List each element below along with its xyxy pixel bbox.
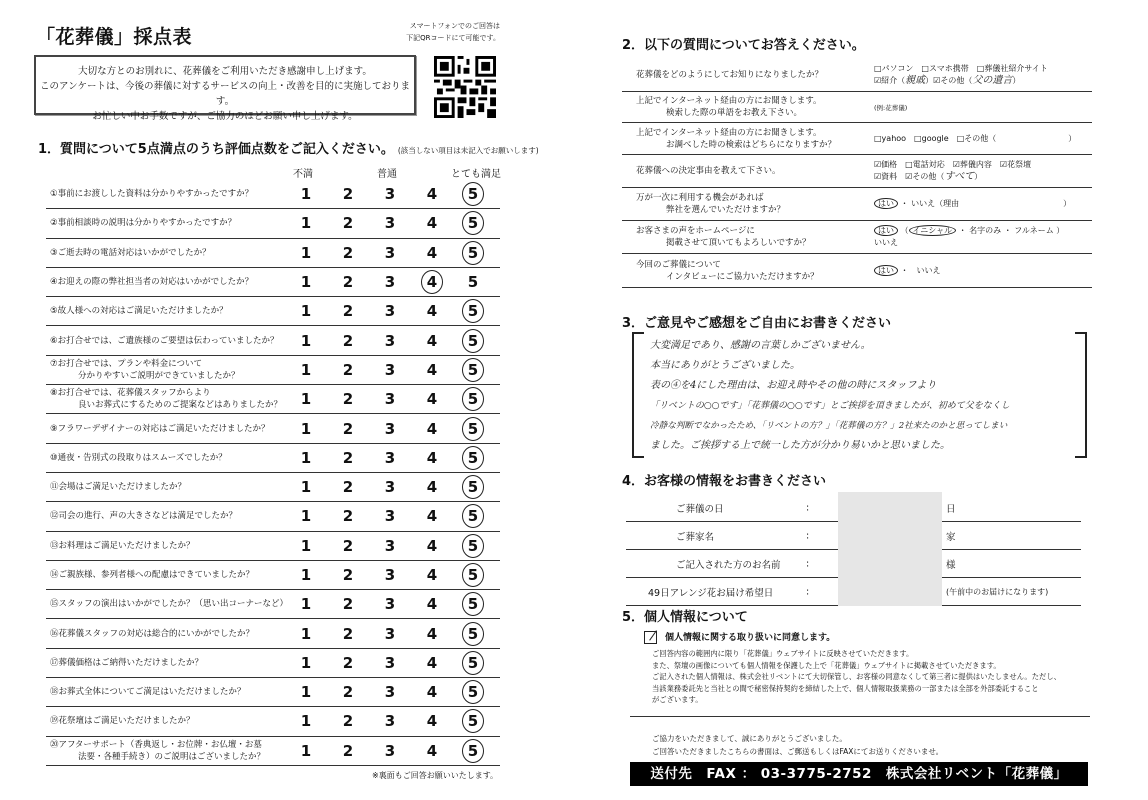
- question-line: 花葬儀をどのようにしてお知りになりましたか？: [636, 69, 824, 80]
- rating-option[interactable]: 4: [426, 712, 438, 731]
- section2-heading: 2．以下の質問についてお答えください。: [622, 38, 865, 53]
- question-text: [50, 452, 227, 464]
- option-referral[interactable]: ☑紹介（: [874, 75, 906, 85]
- rating-option-selected[interactable]: 5: [461, 625, 485, 643]
- handwritten-decision-other[interactable]: すべて: [944, 171, 975, 182]
- question-line: ⑦お打合せでは、プランや料金について: [50, 358, 202, 369]
- rating-option[interactable]: 4: [426, 624, 438, 643]
- rating-option[interactable]: 2: [342, 390, 354, 409]
- question-line: 分かりやすいご説明ができていましたか？: [78, 370, 240, 381]
- rating-option[interactable]: 2: [342, 566, 354, 584]
- rating-option[interactable]: 2: [342, 331, 354, 350]
- paren-close: ）: [974, 172, 983, 181]
- rating-option[interactable]: 2: [342, 302, 354, 321]
- intro-box: [34, 55, 416, 122]
- handwritten-referral[interactable]: 親戚: [905, 74, 926, 86]
- question-text: [50, 423, 270, 435]
- question-line: ⑫司会の進行、声の大きさなどは満足でしたか？: [50, 511, 238, 522]
- privacy-line: ご記入された個人情報は、株式会社リベントにて大切保管し、お客様の同意なくして第三者に提供はいたしません。ただし、: [652, 672, 1061, 681]
- rating-option[interactable]: 1: [300, 653, 312, 672]
- question-line: お調べした時の検索はどちらになりますか？: [666, 139, 837, 150]
- rating-option[interactable]: 2: [342, 595, 354, 614]
- rating-option[interactable]: 2: [342, 243, 354, 262]
- paren-close: ）: [1012, 75, 1021, 85]
- questions-table: [622, 58, 1092, 288]
- question-line: ⑯花葬儀スタッフの対応は総合的にいかがでしたか？: [50, 628, 255, 639]
- rating-option[interactable]: 2: [342, 653, 354, 672]
- rating-option[interactable]: 3: [384, 185, 396, 204]
- rating-option[interactable]: 4: [426, 448, 438, 467]
- publish-answer[interactable]: [874, 225, 1064, 249]
- customer-info-table: [626, 494, 1081, 606]
- rating-option[interactable]: 1: [300, 448, 312, 467]
- qr-code-icon[interactable]: [434, 56, 496, 118]
- rating-option[interactable]: 3: [384, 683, 396, 702]
- field-colon: :: [806, 502, 810, 513]
- rating-option[interactable]: 1: [300, 478, 312, 497]
- rating-row: [46, 707, 500, 736]
- rating-option[interactable]: 1: [300, 595, 312, 614]
- question-text: [50, 510, 237, 522]
- field-colon: :: [806, 586, 810, 597]
- rating-option[interactable]: 2: [342, 185, 354, 204]
- rating-option-selected[interactable]: 5: [461, 185, 485, 203]
- rating-option[interactable]: 2: [342, 214, 354, 233]
- privacy-line: がございます。: [652, 695, 703, 704]
- rating-option[interactable]: 2: [342, 624, 354, 643]
- rating-option[interactable]: 5: [467, 273, 479, 292]
- rating-option-selected[interactable]: 5: [461, 683, 485, 701]
- rating-row: [46, 502, 500, 531]
- rating-option[interactable]: 4: [426, 507, 438, 526]
- question-text: [50, 481, 186, 493]
- privacy-line: また、祭壇の画像についても個人情報を保護した上で「花葬儀」ウェブサイトに掲載させていただきます。: [652, 660, 1001, 670]
- scale-label-high: とても満足: [451, 169, 501, 180]
- comment-line: 冷静な判断でなかったため、「リベントの方？」「花葬儀の方？」2社来たのかと思ってしまい: [650, 421, 1008, 431]
- rating-option-selected[interactable]: 5: [461, 595, 485, 613]
- rating-option[interactable]: 3: [384, 712, 396, 731]
- question-line: ⑨フラワーデザイナーの対応はご満足いただけましたか？: [50, 423, 270, 434]
- rating-option[interactable]: 1: [300, 566, 312, 584]
- option-other[interactable]: ）☑その他（: [925, 75, 973, 85]
- rating-option[interactable]: 4: [426, 243, 438, 262]
- search-engine-options[interactable]: □yahoo □google □その他（ ）: [874, 133, 1077, 143]
- rating-row: [46, 297, 500, 326]
- rating-option[interactable]: 1: [300, 741, 312, 760]
- reuse-answer[interactable]: [874, 198, 1071, 210]
- question-text: [50, 739, 265, 763]
- decision-options-line2[interactable]: [874, 171, 1031, 183]
- question-text: [50, 628, 254, 640]
- thanks-text: [652, 733, 943, 758]
- option-no[interactable]: いいえ: [874, 238, 898, 247]
- rating-row: [46, 239, 500, 268]
- rating-option[interactable]: 3: [384, 566, 396, 584]
- field-label: 49日アレンジ花お届け希望日: [648, 587, 774, 599]
- rating-option[interactable]: 2: [342, 448, 354, 467]
- info-row-writer-name: [626, 550, 1081, 578]
- question-row-how-found: [622, 58, 1092, 92]
- question-line: ⑪会場はご満足いただけましたか？: [50, 482, 187, 493]
- question-text: [50, 387, 282, 411]
- rating-option-selected[interactable]: 5: [461, 361, 485, 379]
- question-line: 上記でインターネット経由の方にお聞きします。: [636, 96, 822, 106]
- rating-option[interactable]: 3: [384, 243, 396, 262]
- rating-option-selected[interactable]: 5: [461, 332, 485, 350]
- question-row-decision: [622, 155, 1092, 188]
- qr-note: [400, 20, 500, 44]
- question-text: [50, 188, 253, 200]
- option-yes-selected[interactable]: はい: [874, 198, 898, 209]
- rating-option[interactable]: 2: [342, 741, 354, 760]
- rating-row: [46, 473, 500, 502]
- rating-option-selected[interactable]: 5: [461, 742, 485, 760]
- question-text: [50, 305, 228, 317]
- question-line: ⑳アフターサポート（香典返し・お位牌・お仏壇・お墓: [50, 739, 262, 750]
- info-row-family-name: [626, 522, 1081, 550]
- writer-name-field[interactable]: [838, 548, 942, 578]
- rating-option[interactable]: 3: [384, 331, 396, 350]
- rating-option[interactable]: 4: [426, 653, 438, 672]
- rating-option[interactable]: 1: [300, 507, 312, 526]
- option-no[interactable]: ・ いいえ（理由 ）: [900, 199, 1072, 208]
- funeral-date-field[interactable]: [838, 492, 942, 522]
- question-line: ③ご逝去時の電話対応はいかがでしたか？: [50, 247, 211, 258]
- rating-option[interactable]: 3: [384, 302, 396, 321]
- rating-option[interactable]: 3: [384, 507, 396, 526]
- question-line: ④お迎えの際の弊社担当者の対応はいかがでしたか？: [50, 277, 254, 288]
- delivery-date-field[interactable]: [838, 576, 942, 606]
- question-line: 万が一次に利用する機会があれば: [636, 193, 764, 203]
- rating-option[interactable]: 1: [300, 536, 312, 555]
- rating-row: [46, 444, 500, 473]
- question-line: ⑰葬儀価格はご納得いただけましたか？: [50, 657, 204, 668]
- question-line: ⑭ご親族様、参列者様への配慮はできていましたか？: [50, 570, 255, 580]
- section1-title: 1．質問について5点満点のうち評価点数をご記入ください。: [38, 142, 394, 157]
- question-text: [636, 192, 785, 216]
- scale-label-mid: 普通: [377, 169, 397, 180]
- question-row-publish: [622, 221, 1092, 254]
- rating-row: [46, 619, 500, 648]
- rating-row: [46, 268, 500, 297]
- comment-line: ました。ご挨拶する上で統一した方が分かり易いかと思いました。: [650, 440, 950, 451]
- document-title: 「花葬儀」採点表: [36, 26, 193, 48]
- rating-option[interactable]: 1: [300, 683, 312, 702]
- question-row-reuse: [622, 188, 1092, 221]
- rating-option[interactable]: 1: [300, 624, 312, 643]
- rating-row: [46, 356, 500, 385]
- rating-option[interactable]: 4: [426, 741, 438, 760]
- qr-note-line: 下記QRコードにて可能です。: [406, 34, 500, 42]
- rating-option-selected[interactable]: 5: [461, 566, 485, 584]
- rating-option[interactable]: 3: [384, 536, 396, 555]
- bracket-right: [1075, 332, 1087, 458]
- section5-heading: 5．個人情報について: [622, 610, 748, 625]
- consent-label: 個人情報に関する取り扱いに同意します。: [665, 633, 836, 643]
- rating-option[interactable]: 3: [384, 653, 396, 672]
- field-label: ご葬家名: [676, 531, 715, 543]
- question-text: [50, 686, 245, 698]
- rating-option[interactable]: 2: [342, 478, 354, 497]
- comment-line: 表の④を4にした理由は、お迎え時やその他の時にスタッフより: [650, 380, 937, 391]
- rating-option[interactable]: 4: [426, 683, 438, 702]
- question-text: [50, 335, 279, 347]
- rating-option[interactable]: 3: [384, 419, 396, 438]
- comment-line: 本当にありがとうございました。: [650, 360, 800, 371]
- question-line: ⑧お打合せでは、花葬儀スタッフからより: [50, 388, 211, 399]
- decision-option-materials-other[interactable]: ☑資料 ☑その他（: [874, 172, 945, 181]
- answer-how-found[interactable]: [874, 63, 1048, 87]
- info-row-funeral-date: [626, 494, 1081, 522]
- rating-option-selected[interactable]: 5: [461, 507, 485, 525]
- comment-line: 「リベントの○○です」「花葬儀の○○です」とご挨拶を頂きましたが、初めて父をなくし: [650, 401, 1010, 411]
- rating-option[interactable]: 1: [300, 390, 312, 409]
- rating-option[interactable]: 1: [300, 360, 312, 379]
- rating-option[interactable]: 4: [426, 595, 438, 614]
- qr-note-line: スマートフォンでのご回答は: [409, 22, 500, 30]
- comment-box[interactable]: [632, 332, 1087, 458]
- question-text: [50, 217, 236, 229]
- search-word-field[interactable]: (例:花葬儀): [874, 104, 908, 112]
- rating-row: [46, 209, 500, 238]
- fax-destination-bar: 送付先 FAX ： 03-3775-2752 株式会社リベント「花葬儀」: [630, 762, 1088, 786]
- rating-option[interactable]: 2: [342, 712, 354, 731]
- question-row-interview: [622, 254, 1092, 288]
- scale-label-low: 不満: [293, 169, 313, 180]
- intro-line: このアンケートは、今後の葬儀に対するサービスの向上・改善を目的に実施しております。: [40, 81, 410, 107]
- rating-table: [46, 180, 500, 766]
- question-line: 掲載させて頂いてもよろしいですか？: [666, 238, 811, 248]
- rating-option-selected[interactable]: 5: [461, 214, 485, 232]
- decision-options-line1[interactable]: ☑価格 □電話対応 ☑葬儀内容 ☑花祭壇: [874, 160, 1032, 169]
- rating-option[interactable]: 4: [426, 360, 438, 379]
- rating-option[interactable]: 1: [300, 185, 312, 204]
- field-colon: :: [806, 530, 810, 541]
- rating-option[interactable]: 4: [426, 331, 438, 350]
- rating-option[interactable]: 3: [384, 478, 396, 497]
- rating-row: [46, 678, 500, 707]
- rating-option[interactable]: 3: [384, 741, 396, 760]
- rating-option[interactable]: 2: [342, 273, 354, 292]
- rating-option[interactable]: 1: [300, 273, 312, 292]
- field-suffix: 日: [946, 503, 956, 515]
- question-line: ⑩通夜・告別式の段取りはスムーズでしたか？: [50, 452, 227, 463]
- rating-option[interactable]: 2: [342, 507, 354, 526]
- privacy-policy-text: [652, 648, 1092, 706]
- rating-option[interactable]: 1: [300, 712, 312, 731]
- option-yes-selected[interactable]: はい: [874, 265, 898, 276]
- rating-option-selected[interactable]: 5: [461, 654, 485, 672]
- question-line: お客さまの声をホームページに: [636, 226, 755, 236]
- rating-row: [46, 180, 500, 209]
- paren-open: （: [900, 226, 909, 235]
- rating-option[interactable]: 3: [384, 360, 396, 379]
- rating-option-selected[interactable]: 5: [461, 537, 485, 555]
- rating-option-selected[interactable]: 5: [461, 712, 485, 730]
- bracket-left: [632, 332, 644, 458]
- rating-option-selected[interactable]: 5: [461, 302, 485, 320]
- rating-row: [46, 561, 500, 590]
- rating-row: [46, 414, 500, 443]
- intro-line: お忙しい中お手数ですが、ご協力のほどお願い申し上げます。: [92, 111, 358, 122]
- question-text: [50, 540, 195, 552]
- question-text: [636, 259, 819, 283]
- question-line: インタビューにご協力いただけますか？: [666, 271, 819, 282]
- rating-option[interactable]: 3: [384, 595, 396, 614]
- answer-options-line2[interactable]: [874, 75, 1048, 87]
- section1-subnote: (該当しない項目は未記入でお願いします): [397, 146, 539, 155]
- rating-row: [46, 326, 500, 355]
- question-text: [50, 276, 253, 288]
- decision-options[interactable]: [874, 159, 1031, 183]
- question-text: [636, 127, 836, 151]
- rating-option-selected[interactable]: 5: [461, 390, 485, 408]
- question-line: 良いお葬式にするためのご提案などはありましたか？: [78, 400, 283, 411]
- rating-option[interactable]: 4: [426, 390, 438, 409]
- question-row-search-engine: [622, 123, 1092, 155]
- section1-heading: [38, 138, 539, 157]
- option-initial-selected[interactable]: イニシャル: [909, 225, 957, 236]
- question-text: [50, 715, 195, 727]
- rating-option[interactable]: 2: [342, 360, 354, 379]
- field-label: ご葬儀の日: [676, 503, 724, 515]
- family-name-field[interactable]: [838, 520, 942, 550]
- rating-row: [46, 532, 500, 561]
- field-colon: :: [806, 558, 810, 569]
- comment-line: 大変満足であり、感謝の言葉しかございません。: [650, 340, 871, 351]
- question-text: [636, 225, 811, 249]
- rating-option[interactable]: 4: [426, 302, 438, 321]
- rating-row: [46, 590, 500, 619]
- rating-option[interactable]: 3: [384, 448, 396, 467]
- info-row-delivery-date: [626, 578, 1081, 606]
- rating-option[interactable]: 2: [342, 419, 354, 438]
- field-label: ご記入された方のお名前: [676, 559, 781, 571]
- back-page-note: ※裏面もご回答お願いいたします。: [372, 771, 499, 780]
- rating-option[interactable]: 3: [384, 214, 396, 233]
- question-text: [50, 598, 288, 610]
- question-text: [636, 69, 823, 81]
- handwritten-other[interactable]: 父の遺言: [972, 74, 1013, 86]
- thanks-line: ご協力をいただきまして、誠にありがとうございました。: [652, 734, 847, 743]
- section4-heading: 4．お客様の情報をお書きください: [622, 474, 827, 489]
- question-text: [50, 657, 203, 669]
- rating-option[interactable]: 4: [426, 419, 438, 438]
- question-line: 花葬儀への決定事由を教えて下さい。: [636, 166, 781, 176]
- question-line: 法要・各種手続き）のご説明はございましたか？: [78, 751, 266, 762]
- intro-line: 大切な方とのお別れに、花葬儀をご利用いただき感謝申し上げます。: [78, 66, 372, 77]
- question-line: 弊社を選んでいただけますか？: [666, 205, 786, 215]
- consent-row: [644, 630, 835, 644]
- question-line: 今回のご葬儀について: [636, 259, 721, 270]
- interview-answer[interactable]: [874, 265, 941, 277]
- rating-option-selected[interactable]: 5: [461, 449, 485, 467]
- field-suffix: 家: [946, 531, 956, 543]
- answer-options[interactable]: □パソコン □スマホ携帯 □葬儀社紹介サイト: [874, 63, 1048, 73]
- rating-option[interactable]: 2: [342, 536, 354, 555]
- question-line: ⑲花祭壇はご満足いただけましたか？: [50, 716, 195, 727]
- rating-option[interactable]: 1: [300, 331, 312, 350]
- rating-row: [46, 649, 500, 678]
- rating-option[interactable]: 3: [384, 390, 396, 409]
- question-line: ⑬お料理はご満足いただけましたか？: [50, 540, 195, 551]
- consent-checkbox[interactable]: [644, 631, 657, 644]
- handwritten-comment: [650, 336, 1073, 456]
- rating-option[interactable]: 3: [384, 273, 396, 292]
- question-line: 上記でインターネット経由の方にお聞きします。: [636, 127, 822, 138]
- survey-page-front: [0, 0, 560, 800]
- question-text: [50, 569, 254, 581]
- rating-option[interactable]: 1: [300, 302, 312, 321]
- field-suffix: (午前中のお届けになります): [946, 587, 1049, 596]
- rating-option[interactable]: 4: [426, 566, 438, 584]
- question-line: ②事前相談時の説明は分かりやすかったですか？: [50, 218, 237, 229]
- question-line: ⑤故人様への対応はご満足いただけましたか？: [50, 306, 228, 317]
- option-no[interactable]: ・ いいえ: [900, 265, 941, 275]
- question-row-search-word: [622, 92, 1092, 123]
- thanks-line: ご回答いただきましたこちらの書面は、ご郵送もしくはFAXにてお送りくださいませ。: [652, 746, 944, 756]
- divider: [630, 716, 1090, 717]
- rating-option-selected[interactable]: 4: [420, 273, 444, 291]
- rating-option-selected[interactable]: 5: [461, 244, 485, 262]
- rating-option[interactable]: 3: [384, 624, 396, 643]
- question-line: ⑥お打合せでは、ご遺族様のご要望は伝わっていましたか？: [50, 335, 279, 346]
- rating-option[interactable]: 1: [300, 419, 312, 438]
- question-line: 検索した際の単語をお教え下さい。: [666, 108, 803, 118]
- question-line: ⑮スタッフの演出はいかがでしたか？（思い出コーナーなど）: [50, 599, 289, 610]
- rating-row: [46, 385, 500, 414]
- question-line: ⑱お葬式全体についてご満足はいただけましたか？: [50, 687, 246, 698]
- rating-option[interactable]: 1: [300, 243, 312, 262]
- question-line: ①事前にお渡しした資料は分かりやすかったですか？: [50, 189, 254, 200]
- rating-option[interactable]: 4: [426, 536, 438, 555]
- rating-option-selected[interactable]: 5: [461, 420, 485, 438]
- rating-option-selected[interactable]: 5: [461, 478, 485, 496]
- survey-page-back: [600, 0, 1148, 800]
- question-text: [636, 95, 822, 119]
- rating-option[interactable]: 4: [426, 214, 438, 233]
- rating-row: [46, 737, 500, 766]
- question-text: [50, 358, 240, 382]
- rating-option[interactable]: 2: [342, 683, 354, 702]
- section3-heading: 3．ご意見やご感想をご自由にお書きください: [622, 316, 892, 331]
- privacy-line: 当該業務委託先と当社との間で秘密保持契約を締結した上で、個人情報取扱業務の一部または全部を外部委託すること: [652, 683, 1039, 693]
- question-text: [636, 165, 781, 177]
- option-yes-selected[interactable]: はい: [874, 225, 898, 236]
- rating-option[interactable]: 4: [426, 185, 438, 204]
- option-name-formats[interactable]: ・ 名字のみ ・ フルネーム ）: [958, 226, 1065, 235]
- rating-option[interactable]: 4: [426, 478, 438, 497]
- privacy-line: ご回答内容の範囲内に限り「花葬儀」ウェブサイトに反映させていただきます。: [652, 649, 914, 658]
- field-suffix: 様: [946, 559, 956, 571]
- question-text: [50, 247, 211, 259]
- rating-option[interactable]: 1: [300, 214, 312, 233]
